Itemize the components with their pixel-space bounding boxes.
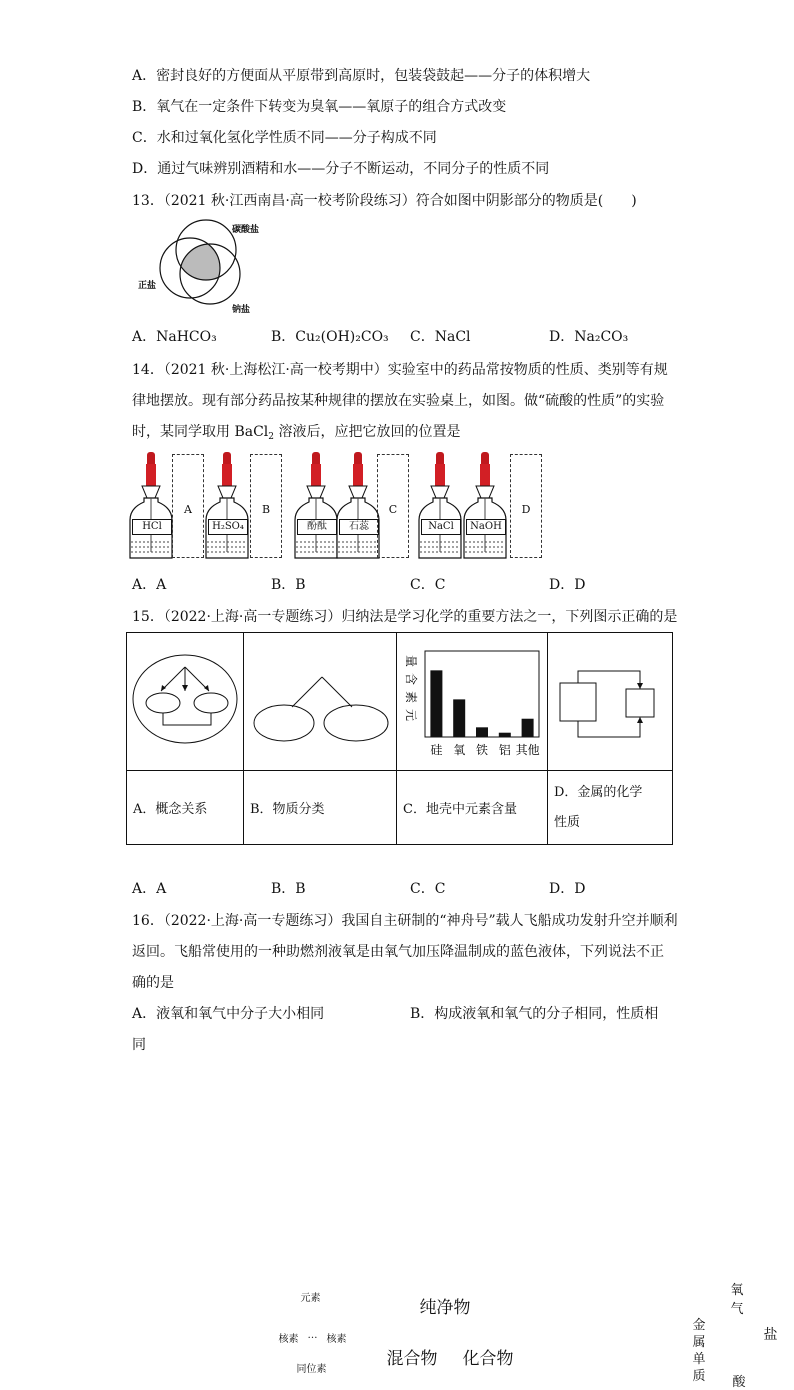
caption-b: B．物质分类 xyxy=(244,771,397,845)
tick-label: 铁 xyxy=(475,743,489,757)
reagent-bottle xyxy=(204,450,250,560)
y-axis-label-char: 含 xyxy=(404,672,418,686)
panel-a-left: 核素 xyxy=(278,1333,299,1345)
bottle-label: NaCl xyxy=(421,519,461,535)
caption-c: C．地壳中元素含量 xyxy=(397,771,548,845)
q14-stem-line3: 时，某同学取用 BaCl$_2$ 溶液后，应把它放回的位置是 xyxy=(132,424,461,442)
metal-property-diagram xyxy=(548,633,672,766)
panel-a-bottom: 同位素 xyxy=(296,1363,327,1375)
panel-b-top: 纯净物 xyxy=(419,1297,471,1318)
caption-a: A．概念关系 xyxy=(127,771,244,845)
q16-stem-line1: 16．（2022·上海·高一专题练习）我国自主研制的“神舟号”载人飞船成功发射升空并顺利 xyxy=(132,913,678,929)
q15-stem: 15．（2022·上海·高一专题练习）归纳法是学习化学的重要方法之一，下列图示正确的是 xyxy=(132,609,678,625)
q12-option-d: D．通过气味辨别酒精和水——分子不断运动，不同分子的性质不同 xyxy=(132,161,550,177)
tick-label: 其他 xyxy=(515,743,540,757)
bottle-label: H₂SO₄ xyxy=(208,519,248,535)
panel-a-top: 元素 xyxy=(300,1292,321,1304)
q14-stem-line2: 律地摆放。现有部分药品按某种规律的摆放在实验桌上，如图。做“硫酸的性质”的实验 xyxy=(132,393,665,409)
slot-c: C xyxy=(377,454,409,558)
q16-option-b: B．构成液氧和氧气的分子相同，性质相 xyxy=(410,1006,659,1022)
crust-element-chart xyxy=(397,633,547,766)
q14-stem-line1: 14．（2021 秋·上海松江·高一校考期中）实验室中的药品常按物质的性质、类别等有规 xyxy=(132,362,668,378)
bottle-label: 酚酞 xyxy=(297,519,337,535)
q16-option-b-cont: 同 xyxy=(132,1037,146,1053)
reagent-bottle xyxy=(128,450,174,560)
tick-label: 铝 xyxy=(498,743,511,757)
q16-option-a: A．液氧和氧气中分子大小相同 xyxy=(132,1006,325,1022)
panel-d-salt: 盐 xyxy=(763,1326,778,1343)
venn-label-sodium: 钠盐 xyxy=(232,305,251,315)
slot-b: B xyxy=(250,454,282,558)
q14-option-a: A．A xyxy=(132,577,167,593)
bar-其他 xyxy=(522,719,534,737)
tick-label: 氧 xyxy=(453,743,466,757)
q16-stem-line2: 返回。飞船常使用的一种助燃剂液氧是由氧气加压降温制成的蓝色液体，下列说法不正 xyxy=(132,944,664,960)
concept-diagram xyxy=(127,633,243,766)
panel-c-cell xyxy=(397,633,548,771)
panel-b-right: 化合物 xyxy=(462,1348,514,1369)
panel-d-metal: 金属 单质 xyxy=(692,1317,706,1384)
q14-option-d: D．D xyxy=(549,577,586,593)
q12-option-c: C．水和过氧化氢化学性质不同——分子构成不同 xyxy=(132,130,437,146)
bar-铁 xyxy=(476,727,488,737)
panel-a-right: 核素 xyxy=(326,1333,347,1345)
bottle-label: HCl xyxy=(132,519,172,535)
q14-option-c: C．C xyxy=(410,577,446,593)
caption-d: D．金属的化学 性质 xyxy=(548,771,673,845)
q13-option-d: D．Na₂CO₃ xyxy=(549,329,629,345)
reagent-bottle xyxy=(293,450,339,560)
panel-b-left: 混合物 xyxy=(386,1348,438,1369)
panel-a-dots: … xyxy=(307,1329,318,1341)
bar-氧 xyxy=(453,699,465,737)
y-axis-label-char: 量 xyxy=(404,654,418,668)
y-axis-label-char: 素 xyxy=(404,690,418,704)
bottle-label: 石蕊 xyxy=(339,519,379,535)
venn-label-carbonate: 碳酸盐 xyxy=(232,225,260,235)
q16-stem-line3: 确的是 xyxy=(132,975,174,991)
slot-d: D xyxy=(510,454,542,558)
bar-硅 xyxy=(430,670,442,737)
y-axis-label-char: 元 xyxy=(404,708,418,722)
reagent-bottle xyxy=(462,450,508,560)
panel-d-top: 氧气 xyxy=(730,1282,744,1317)
panel-d-bottom: 酸 xyxy=(732,1374,746,1390)
q15-option-c: C．C xyxy=(410,881,446,897)
q13-stem: 13．（2021 秋·江西南昌·高一校考阶段练习）符合如图中阴影部分的物质是( ) xyxy=(132,193,637,209)
venn-label-normal-salt: 正盐 xyxy=(138,281,157,291)
bottle-label: NaOH xyxy=(466,519,506,535)
q13-option-b: B．Cu₂(OH)₂CO₃ xyxy=(271,329,389,345)
reagent-bottle xyxy=(335,450,381,560)
q15-option-d: D．D xyxy=(549,881,586,897)
classification-diagram xyxy=(244,633,396,766)
tick-label: 硅 xyxy=(430,743,443,757)
slot-a: A xyxy=(172,454,204,558)
q12-option-b: B．氧气在一定条件下转变为臭氧——氧原子的组合方式改变 xyxy=(132,99,507,115)
q15-option-b: B．B xyxy=(271,881,306,897)
q13-option-c: C．NaCl xyxy=(410,329,471,345)
bar-铝 xyxy=(499,733,511,737)
q14-option-b: B．B xyxy=(271,577,306,593)
reagent-bottle xyxy=(417,450,463,560)
q15-option-a: A．A xyxy=(132,881,167,897)
q13-option-a: A．NaHCO₃ xyxy=(132,329,217,345)
q12-option-a: A．密封良好的方便面从平原带到高原时，包装袋鼓起——分子的体积增大 xyxy=(132,68,591,84)
